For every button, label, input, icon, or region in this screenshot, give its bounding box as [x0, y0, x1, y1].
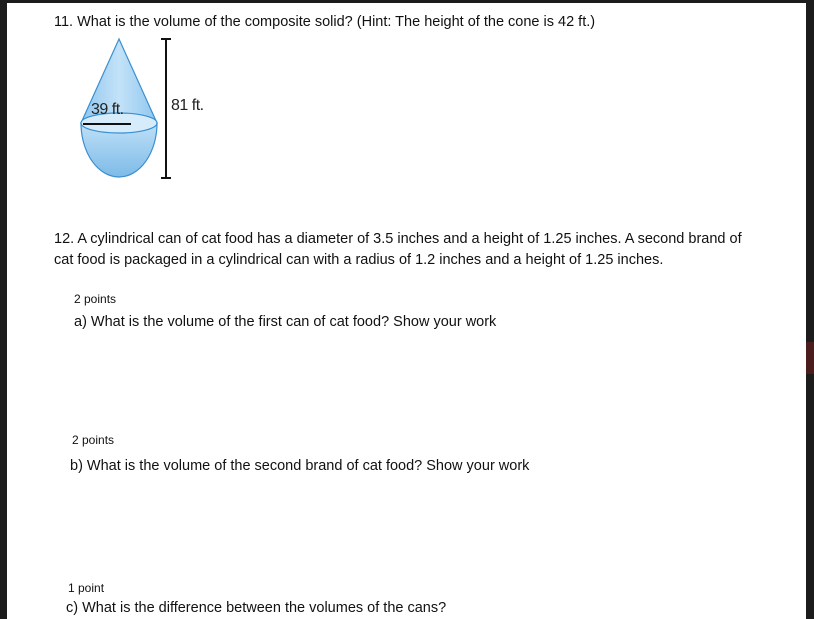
- height-label: 81 ft.: [171, 97, 204, 114]
- part-a-points: 2 points: [74, 292, 117, 306]
- part-a-question: a) What is the volume of the first can of cat food? Show your work: [74, 314, 497, 330]
- left-window-edge: [0, 0, 7, 619]
- right-edge-accent: [806, 342, 814, 374]
- composite-solid-figure: [79, 35, 209, 183]
- question-12-line-2: cat food is packaged in a cylindrical can with a radius of 1.2 inches and a height of 1.25 inches.: [54, 252, 664, 268]
- part-b-question: b) What is the volume of the second brand of cat food? Show your work: [70, 458, 530, 474]
- question-12-line-1: 12. A cylindrical can of cat food has a diameter of 3.5 inches and a height of 1.25 inches. A second brand of: [54, 231, 742, 247]
- radius-label: 39 ft.: [91, 101, 124, 118]
- part-b-points: 2 points: [72, 433, 115, 447]
- part-c-points: 1 point: [68, 581, 105, 595]
- worksheet-page: [7, 3, 806, 619]
- question-11-text: 11. What is the volume of the composite solid? (Hint: The height of the cone is 42 ft.): [54, 14, 596, 30]
- part-c-question: c) What is the difference between the volumes of the cans?: [66, 600, 447, 616]
- right-window-edge: [806, 0, 814, 619]
